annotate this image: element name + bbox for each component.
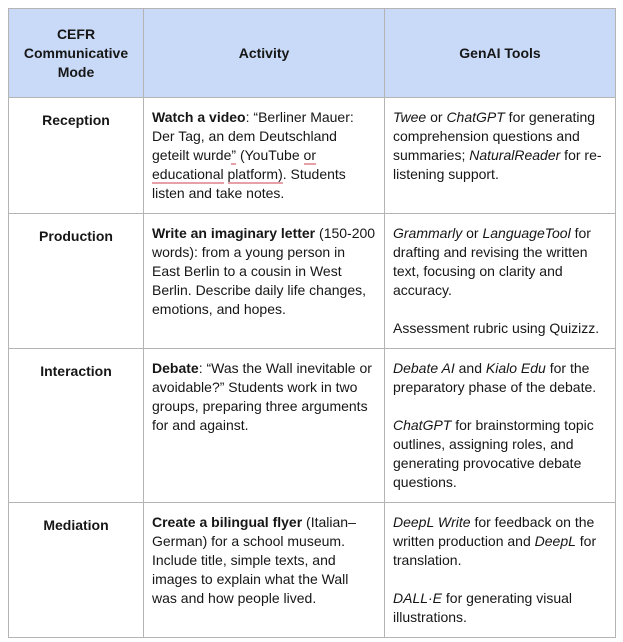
paragraph xyxy=(393,224,607,300)
text-run: (150-200 words): from a young person in East Berlin to a cousin in West Berlin. Describe daily life changes, emotions, and hopes. xyxy=(152,225,376,317)
mode-cell-production: Production xyxy=(9,214,144,349)
text-run: Write an imaginary letter xyxy=(152,225,316,241)
activity-cell-interaction xyxy=(144,349,385,503)
paragraph xyxy=(393,359,607,397)
table-row-reception xyxy=(9,98,616,214)
paragraph xyxy=(393,319,607,338)
text-run: for brainstorming topic outlines, assigning roles, and generating provocative debate questions. xyxy=(393,417,594,490)
tools-cell-reception xyxy=(385,98,616,214)
paragraph xyxy=(152,224,376,319)
text-run: NaturalReader xyxy=(469,147,561,163)
spellcheck-underlined-text: ” xyxy=(231,147,237,163)
header-row xyxy=(9,9,616,98)
text-run xyxy=(224,166,228,182)
mode-cell-interaction: Interaction xyxy=(9,349,144,503)
table-row-interaction xyxy=(9,349,616,503)
text-run: . Students listen and take notes. xyxy=(152,166,346,201)
mode-cell-reception: Reception xyxy=(9,98,144,214)
text-run: for generating visual illustrations. xyxy=(393,590,572,625)
text-run: for feedback on the written production and xyxy=(393,514,595,549)
column-header-genai-tools: GenAI Tools xyxy=(385,9,616,98)
cefr-activity-table xyxy=(8,8,616,638)
column-header-cefr-mode: CEFR Communicative Mode xyxy=(9,9,144,98)
activity-cell-mediation xyxy=(144,503,385,638)
spellcheck-underlined-text: educational xyxy=(152,166,224,182)
text-run: Create a bilingual flyer xyxy=(152,514,303,530)
paragraph xyxy=(393,513,607,570)
text-run: Kialo Edu xyxy=(485,360,546,376)
paragraph xyxy=(152,108,376,203)
text-run: Grammarly xyxy=(393,225,463,241)
column-header-activity: Activity xyxy=(144,9,385,98)
activity-cell-reception xyxy=(144,98,385,214)
text-run: for generating comprehension questions and summaries; xyxy=(393,109,596,163)
text-run: Debate xyxy=(152,360,199,376)
text-run: DeepL xyxy=(534,533,576,549)
text-run: Twee xyxy=(393,109,427,125)
text-run: for translation. xyxy=(393,533,597,568)
table-row-mediation xyxy=(9,503,616,638)
text-run: Debate AI xyxy=(393,360,455,376)
text-run: DeepL Write xyxy=(393,514,471,530)
text-run: : “Was the Wall inevitable or avoidable?” Students work in two groups, preparing three arguments for and against. xyxy=(152,360,372,433)
tools-cell-mediation xyxy=(385,503,616,638)
spellcheck-underlined-text: platform) xyxy=(227,166,283,182)
text-run: : “Berliner Mauer: Der Tag, an dem Deutschland geteilt wurde xyxy=(152,109,354,163)
paragraph xyxy=(393,589,607,627)
text-run: ChatGPT xyxy=(446,109,505,125)
text-run: for drafting and revising the written text, focusing on clarity and accuracy. xyxy=(393,225,591,298)
text-run: (Italian–German) for a school museum. Include title, simple texts, and images to explain what the Wall was and how people lived. xyxy=(152,514,356,606)
tools-cell-interaction xyxy=(385,349,616,503)
activity-cell-production xyxy=(144,214,385,349)
text-run: or xyxy=(462,225,483,241)
text-run: for re-listening support. xyxy=(393,147,602,182)
text-run: or xyxy=(426,109,447,125)
text-run: (YouTube xyxy=(236,147,304,163)
text-run: Watch a video xyxy=(152,109,246,125)
text-run: Assessment rubric using Quizizz. xyxy=(393,320,600,336)
text-run: for the preparatory phase of the debate. xyxy=(393,360,597,395)
spellcheck-underlined-text: or xyxy=(303,147,316,163)
paragraph xyxy=(152,513,376,608)
paragraph xyxy=(152,359,376,435)
table-row-production xyxy=(9,214,616,349)
tools-cell-production xyxy=(385,214,616,349)
text-run: and xyxy=(454,360,486,376)
text-run: LanguageTool xyxy=(482,225,571,241)
text-run: ChatGPT xyxy=(393,417,452,433)
mode-cell-mediation: Mediation xyxy=(9,503,144,638)
text-run: DALL·E xyxy=(393,590,443,606)
paragraph xyxy=(393,108,607,184)
paragraph xyxy=(393,416,607,492)
